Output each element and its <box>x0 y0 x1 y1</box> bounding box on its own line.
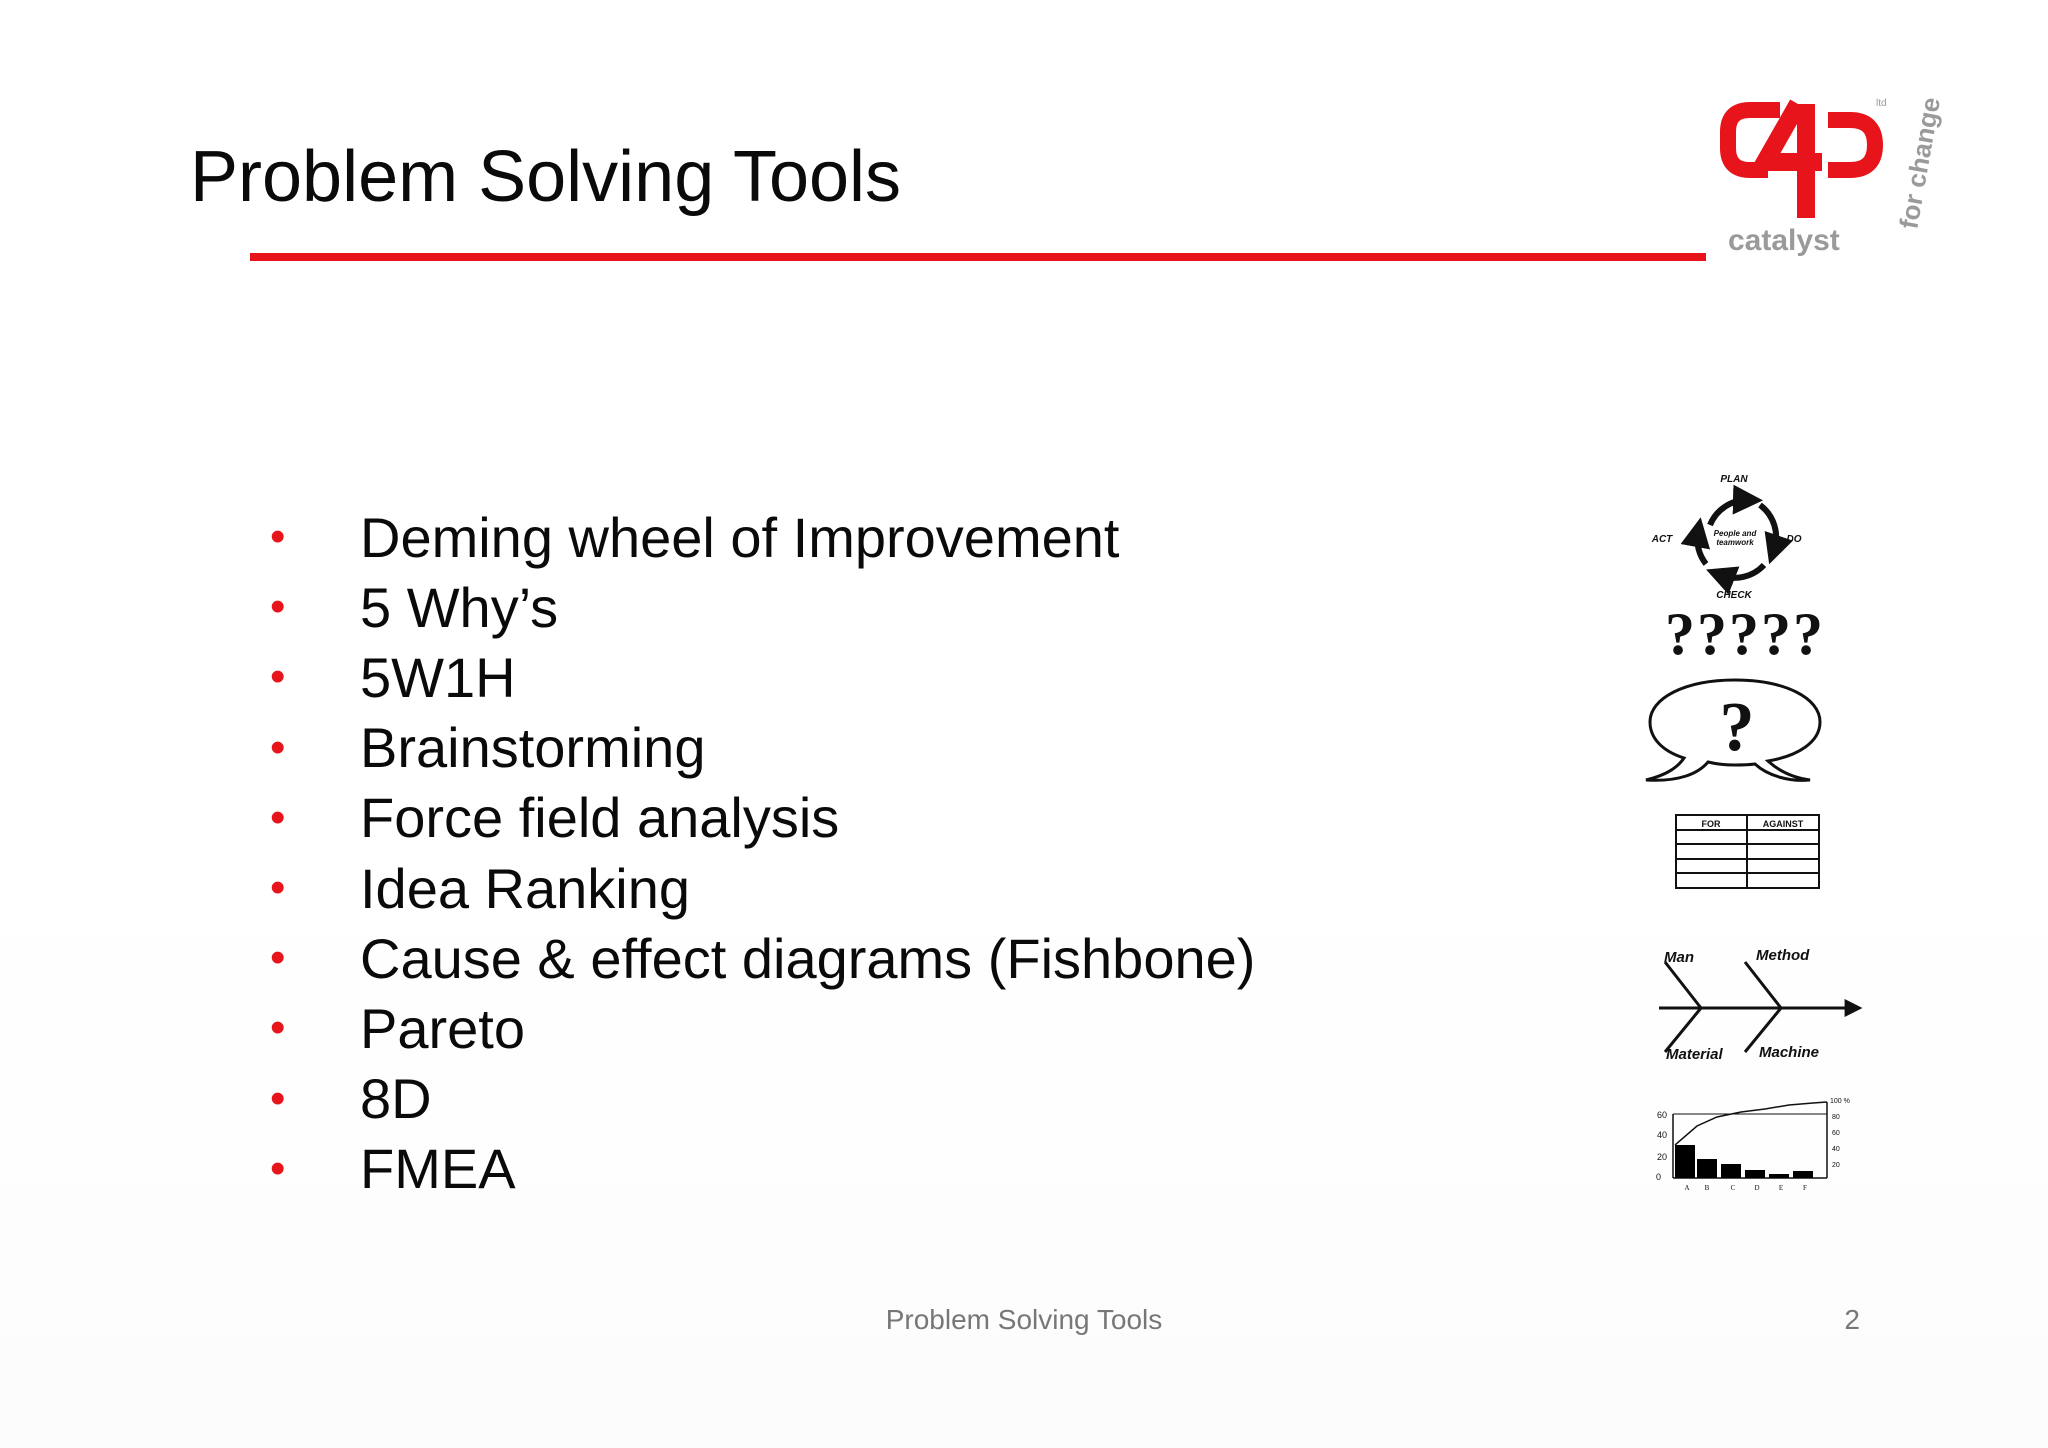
list-item <box>270 853 1255 923</box>
bullet-icon: • <box>270 1073 286 1123</box>
footer-title: Problem Solving Tools <box>885 1304 1163 1335</box>
svg-text:ltd: ltd <box>1876 98 1887 109</box>
list-item <box>270 642 1255 712</box>
fishbone-method-label: Method <box>1756 947 1810 964</box>
catalyst-for-change-logo <box>1710 90 1946 260</box>
list-item <box>270 1064 1255 1134</box>
pareto-left-tick: 0 <box>1655 1172 1661 1182</box>
pareto-bar <box>1697 1159 1717 1178</box>
deming-act-label: ACT <box>1651 534 1673 545</box>
deming-wheel-icon <box>1650 470 1820 605</box>
force-field-against-label: AGAINST <box>1762 819 1804 829</box>
pareto-bar <box>1745 1170 1765 1178</box>
bullet-icon: • <box>270 1143 286 1193</box>
pareto-left-tick: 40 <box>1656 1130 1667 1140</box>
pareto-category: E <box>1778 1184 1784 1192</box>
force-field-table-icon <box>1674 813 1822 891</box>
bullet-icon: • <box>270 582 286 632</box>
pareto-bar <box>1675 1145 1695 1178</box>
fishbone-diagram-icon <box>1645 940 1865 1065</box>
deming-plan-label: PLAN <box>1720 474 1748 485</box>
list-item <box>270 993 1255 1063</box>
deming-center-line2: teamwork <box>1716 538 1754 547</box>
bullet-text: 5W1H <box>360 645 516 709</box>
list-item <box>270 572 1255 642</box>
bullet-text: Brainstorming <box>360 716 706 780</box>
bullet-icon: • <box>270 792 286 842</box>
logo-for-change-text: for change <box>1893 94 1946 232</box>
bullet-icon: • <box>270 933 286 983</box>
bullet-icon: • <box>270 863 286 913</box>
five-whys-icon: ????? <box>1665 601 1825 667</box>
page-number: 2 <box>1844 1304 1860 1335</box>
pareto-chart-icon <box>1645 1090 1855 1195</box>
bullet-icon: • <box>270 652 286 702</box>
logo-p-shape <box>1828 120 1875 170</box>
bullet-icon: • <box>270 722 286 772</box>
deming-do-label: DO <box>1786 534 1802 545</box>
title-underline <box>250 253 1706 261</box>
fishbone-material-label: Material <box>1666 1046 1723 1063</box>
pareto-category: C <box>1730 1184 1736 1192</box>
brainstorm-bubble-icon <box>1640 670 1830 785</box>
slide-title: Problem Solving Tools <box>190 137 902 217</box>
fishbone-man-label: Man <box>1664 949 1694 966</box>
list-item <box>270 783 1255 853</box>
pareto-right-tick: 80 <box>1832 1114 1840 1121</box>
bullet-icon: • <box>270 512 286 562</box>
deming-check-label: CHECK <box>1716 590 1752 601</box>
pareto-category: A <box>1684 1184 1690 1192</box>
pareto-right-tick: 20 <box>1832 1162 1840 1169</box>
pareto-left-tick: 20 <box>1656 1152 1667 1162</box>
pareto-bar <box>1769 1174 1789 1178</box>
bullet-text: FMEA <box>360 1137 516 1201</box>
bullet-text: 8D <box>360 1067 432 1131</box>
brainstorm-question: ? <box>1719 689 1755 766</box>
pareto-left-tick: 60 <box>1656 1110 1667 1120</box>
force-field-for-label: FOR <box>1701 819 1721 829</box>
deming-center-line1: People and <box>1713 529 1757 538</box>
bullet-text: Deming wheel of Improvement <box>360 505 1120 569</box>
bullet-text: Force field analysis <box>360 786 840 850</box>
bullet-text: Cause & effect diagrams (Fishbone) <box>360 926 1256 990</box>
fishbone-machine-label: Machine <box>1759 1044 1820 1061</box>
pareto-right-tick: 60 <box>1832 1130 1840 1137</box>
bullet-text: 5 Why’s <box>360 575 559 639</box>
pareto-category: B <box>1704 1184 1710 1192</box>
pareto-right-tick: 40 <box>1832 1146 1840 1153</box>
pareto-category: D <box>1754 1184 1760 1192</box>
pareto-right-tick: 100 % <box>1830 1098 1850 1105</box>
bullet-text: Pareto <box>360 996 525 1060</box>
list-item <box>270 502 1255 572</box>
bullet-list <box>270 502 1255 1204</box>
list-item <box>270 1134 1255 1204</box>
logo-4-shape <box>1765 104 1822 218</box>
pareto-bar <box>1721 1164 1741 1178</box>
bullet-icon: • <box>270 1003 286 1053</box>
list-item <box>270 923 1255 993</box>
pareto-category: F <box>1803 1184 1807 1192</box>
list-item <box>270 713 1255 783</box>
pareto-bar <box>1793 1171 1813 1178</box>
bullet-text: Idea Ranking <box>360 856 691 920</box>
pareto-cumulative-line <box>1675 1102 1827 1145</box>
logo-catalyst-text: catalyst <box>1728 224 1840 257</box>
